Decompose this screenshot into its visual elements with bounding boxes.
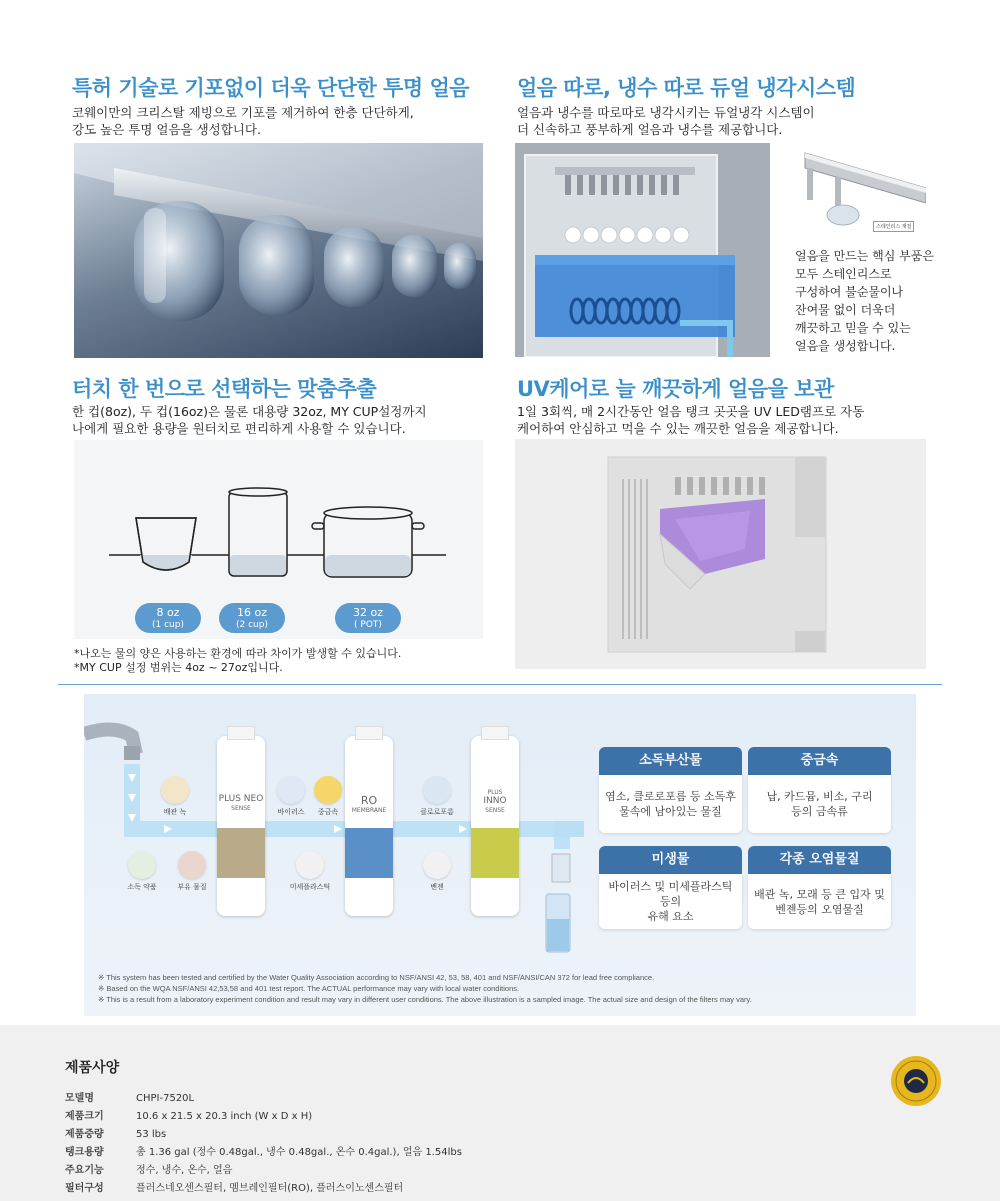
category-contaminants-title: 각종 오염물질 bbox=[748, 846, 891, 874]
category-disinfection-byproducts-title: 소독부산물 bbox=[599, 747, 742, 775]
cup-label-16oz bbox=[219, 603, 285, 633]
cartridge-label-1 bbox=[217, 794, 265, 814]
spec-value: 10.6 x 21.5 x 20.3 inch (W x D x H) bbox=[136, 1111, 313, 1122]
contaminant-benzene-label: 벤젠 bbox=[430, 883, 444, 891]
spec-row-model bbox=[65, 1091, 194, 1107]
contaminant-chloroform-label: 클로로포름 bbox=[420, 808, 454, 816]
stainless-part-image bbox=[795, 143, 926, 240]
category-microorganisms-body: 바이러스 및 미세플라스틱 등의 유해 요소 bbox=[599, 874, 742, 929]
cartridge-cap bbox=[481, 726, 509, 740]
spec-key: 필터구성 bbox=[65, 1183, 104, 1194]
footnote-report: ※ Based on the WQA NSF/ANSI 42,53,58 and 401 test report. The ACTUAL performance may vary with local water conditions. bbox=[98, 984, 520, 993]
category-disinfection-byproducts-body: 염소, 클로로포름 등 소독후 물속에 남아있는 물질 bbox=[599, 775, 742, 833]
feature-desc-dual-cooling: 얼음과 냉수를 따로따로 냉각시키는 듀얼냉각 시스템이 더 신속하고 풍부하게 얼음과 냉수를 제공합니다. bbox=[517, 105, 815, 137]
volume-note: *나오는 물의 양은 사용하는 환경에 따라 차이가 발생할 수 있습니다. bbox=[74, 647, 402, 660]
contaminant-chloroform bbox=[407, 776, 467, 817]
contaminant-rust-label: 배관 녹 bbox=[163, 808, 187, 816]
section-divider bbox=[58, 684, 942, 685]
uv-tank-illustration bbox=[515, 439, 926, 669]
spec-key: 제품중량 bbox=[65, 1129, 104, 1140]
footnote-disclaimer: ※ This is a result from a laboratory experiment condition and result may vary in different user conditions. The above illustration is a sampled image. The actual size and design of the filters may vary. bbox=[98, 995, 752, 1004]
feature-title-dual-cooling: 얼음 따로, 냉수 따로 듀얼 냉각시스템 bbox=[517, 76, 856, 100]
stainless-description: 얼음을 만드는 핵심 부품은 모두 스테인리스로 구성하여 불순물이나 잔여물 없이 더욱더 깨끗하고 믿을 수 있는 얼음을 생성합니다. bbox=[795, 249, 934, 353]
cartridge-2-color-band bbox=[345, 828, 393, 878]
spec-row-weight bbox=[65, 1127, 166, 1143]
cartridge-3-line1: PLUS bbox=[487, 789, 503, 796]
contaminant-suspended-solids bbox=[162, 851, 222, 892]
chloroform-icon bbox=[423, 776, 451, 804]
spec-value: 총 1.36 gal (정수 0.48gal., 냉수 0.48gal., 온수 0.4gal.), 얼음 1.54lbs bbox=[136, 1147, 462, 1158]
spec-row-filters bbox=[65, 1181, 403, 1197]
feature-title-clear-ice: 특허 기술로 기포없이 더욱 단단한 투명 얼음 bbox=[72, 76, 470, 100]
dual-cooling-image bbox=[515, 143, 770, 357]
mycup-note: *MY CUP 설정 범위는 4oz ~ 27oz입니다. bbox=[74, 661, 283, 674]
cup-label-32oz-sub: ( POT) bbox=[354, 620, 382, 630]
spec-key: 제품크기 bbox=[65, 1111, 104, 1122]
feature-desc-uv-care: 1일 3회씩, 매 2시간동안 얼음 탱크 곳곳을 UV LED램프로 자동 케어하여 안심하고 먹을 수 있는 깨끗한 얼음을 제공합니다. bbox=[517, 404, 865, 436]
benzene-icon bbox=[423, 851, 451, 879]
spec-value: 정수, 냉수, 온수, 얼음 bbox=[136, 1165, 233, 1176]
disinfectant-icon bbox=[128, 851, 156, 879]
spec-key: 주요기능 bbox=[65, 1165, 104, 1176]
cartridge-2-line1: RO bbox=[360, 794, 378, 807]
ice-tray-illustration bbox=[74, 143, 483, 358]
cartridge-cap bbox=[355, 726, 383, 740]
microplastic-icon bbox=[296, 851, 324, 879]
cup-label-8oz-sub: (1 cup) bbox=[152, 620, 184, 630]
contaminant-microplastic bbox=[280, 851, 340, 892]
filter-system-panel bbox=[84, 694, 916, 1016]
spec-key: 모델명 bbox=[65, 1093, 94, 1104]
filter-cartridge-plus-inno-sense bbox=[471, 736, 519, 916]
specs-title: 제품사양 bbox=[65, 1060, 120, 1076]
cup-label-16oz-sub: (2 cup) bbox=[236, 620, 268, 630]
feature-title-custom-dispense: 터치 한 번으로 선택하는 맞춤추출 bbox=[72, 377, 377, 401]
contaminant-suspended-solids-label: 부유 물질 bbox=[177, 883, 207, 891]
clear-ice-image bbox=[74, 143, 483, 358]
filter-cartridge-ro-membrane bbox=[345, 736, 393, 916]
contaminant-disinfectant-label: 소독 약품 bbox=[127, 883, 157, 891]
product-specs-section bbox=[0, 1025, 1000, 1201]
feature-title-uv-care: UV케어로 늘 깨끗하게 얼음을 보관 bbox=[517, 377, 834, 401]
spec-value: 53 lbs bbox=[136, 1129, 167, 1140]
cup-label-8oz bbox=[135, 603, 201, 633]
category-contaminants-body: 배관 녹, 모래 등 큰 입자 및 벤젠등의 오염물질 bbox=[748, 874, 891, 929]
category-microorganisms-title: 미생물 bbox=[599, 846, 742, 874]
contaminant-microplastic-label: 미세플라스틱 bbox=[289, 883, 331, 891]
heavy-metal-icon bbox=[314, 776, 342, 804]
contaminant-rust bbox=[145, 776, 205, 817]
wqa-certification-badge-icon bbox=[890, 1055, 942, 1107]
cup-label-16oz-main: 16 oz bbox=[237, 606, 267, 619]
cartridge-1-line2: SENSE bbox=[231, 805, 251, 812]
suspended-solids-icon bbox=[178, 851, 206, 879]
cup-label-8oz-main: 8 oz bbox=[156, 606, 180, 619]
rust-icon bbox=[161, 776, 189, 804]
contaminant-heavy-metal bbox=[298, 776, 358, 817]
cartridge-1-color-band bbox=[217, 828, 265, 878]
cup-label-32oz-main: 32 oz bbox=[353, 606, 383, 619]
uv-care-image bbox=[515, 439, 926, 669]
contaminant-benzene bbox=[407, 851, 467, 892]
feature-desc-custom-dispense: 한 컵(8oz), 두 컵(16oz)은 물론 대용량 32oz, MY CUP설정까지 나에게 필요한 용량을 원터치로 편리하게 사용할 수 있습니다. bbox=[72, 404, 427, 436]
spec-row-tank bbox=[65, 1145, 462, 1161]
cartridge-3-line2: INNO bbox=[483, 796, 507, 806]
filter-cartridge-plus-neo-sense bbox=[217, 736, 265, 916]
cooling-system-illustration bbox=[515, 143, 770, 357]
category-heavy-metals-body: 납, 카드뮴, 비소, 구리 등의 금속류 bbox=[748, 775, 891, 833]
cartridge-2-line2: MEMBRANE bbox=[351, 807, 387, 814]
spec-value: 플러스네오센스필터, 멤브레인필터(RO), 플러스이노센스필터 bbox=[136, 1183, 404, 1194]
stainless-part-label: 스테인리스 재질 bbox=[873, 221, 914, 232]
footnote-certification: ※ This system has been tested and certified by the Water Quality Association according to NSF/ANSI 42, 53, 58, 401 and NSF/ANSI/CAN 372 for lead free compliance. bbox=[98, 973, 655, 982]
cup-label-32oz bbox=[335, 603, 401, 633]
feature-desc-clear-ice: 코웨이만의 크리스탈 제빙으로 기포를 제거하여 한층 단단하게, 강도 높은 투명 얼음을 생성합니다. bbox=[72, 105, 414, 137]
cartridge-cap bbox=[227, 726, 255, 740]
cartridge-1-line1: PLUS NEO bbox=[218, 794, 264, 804]
contaminant-heavy-metal-label: 중금속 bbox=[317, 808, 339, 816]
cartridge-3-line3: SENSE bbox=[485, 807, 505, 814]
contaminant-virus-label: 바이러스 bbox=[277, 808, 305, 816]
spec-row-functions bbox=[65, 1163, 232, 1179]
cartridge-3-color-band bbox=[471, 828, 519, 878]
spec-row-size bbox=[65, 1109, 312, 1125]
category-heavy-metals-title: 중금속 bbox=[748, 747, 891, 775]
cartridge-label-3 bbox=[471, 788, 519, 815]
spec-value: CHPI-7520L bbox=[136, 1093, 195, 1104]
spec-key: 탱크용량 bbox=[65, 1147, 104, 1158]
